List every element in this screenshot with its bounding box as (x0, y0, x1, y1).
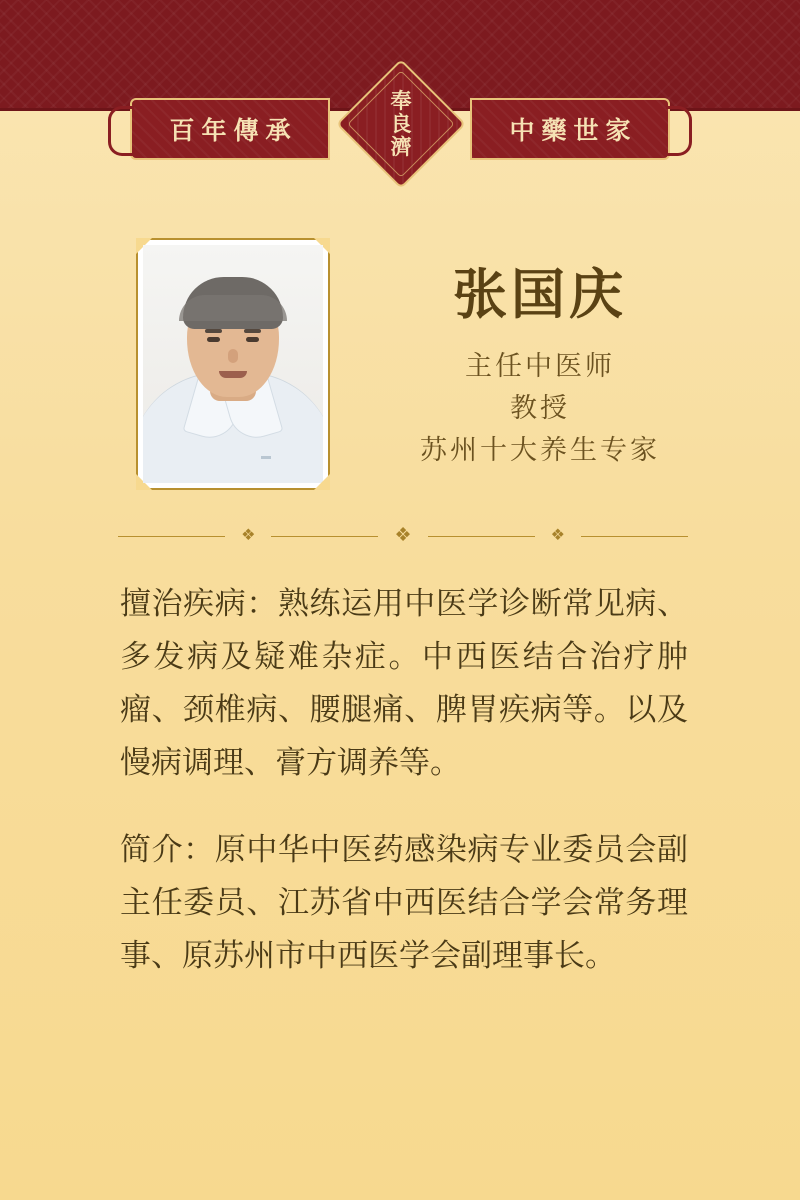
portrait-frame (136, 238, 330, 490)
photo-eye-left (207, 337, 220, 342)
photo-nose (228, 349, 238, 363)
ribbon-tail-right-icon (666, 100, 696, 162)
doctor-title-1: 教授 (510, 393, 570, 423)
photo-brow-left (205, 329, 222, 333)
divider-ornament-center-icon: ❖ (394, 525, 412, 546)
banner-right-text: 中藥世家 (509, 118, 638, 145)
divider-ornament-left-icon: ❖ (241, 527, 256, 544)
photo-brow-right (244, 329, 261, 333)
doctor-title-2: 苏州十大养生专家 (420, 435, 660, 465)
divider-line-mid-left (271, 536, 378, 537)
seal-char-1: 奉 (390, 88, 412, 113)
divider-line-right (581, 536, 688, 537)
banner-left-text: 百年傳承 (169, 118, 298, 145)
banner-left-ribbon (130, 98, 330, 160)
profile-body (120, 578, 688, 1017)
intro-paragraph: 简介：原中华中医药感染病专业委员会副主任委员、江苏省中西医结合学会常务理事、原苏州市中西医学会副理事长。 (120, 832, 688, 974)
ornamental-divider (118, 525, 688, 547)
divider-ornament-right-icon: ❖ (550, 527, 565, 544)
banner-right-ribbon (470, 98, 670, 160)
ribbon-tail-left-icon (104, 100, 134, 162)
divider-line-mid-right (428, 536, 535, 537)
divider-line-left (118, 536, 225, 537)
doctor-name: 张国庆 (453, 265, 627, 325)
seal-char-3: 濟 (390, 134, 412, 159)
photo-eye-right (246, 337, 259, 342)
doctor-title-0: 主任中医师 (465, 351, 615, 381)
photo-mouth (219, 371, 247, 378)
seal-char-2: 良 (390, 111, 412, 136)
doctor-photo (143, 245, 323, 483)
seal-text (355, 78, 447, 170)
doctor-titles (380, 345, 700, 471)
photo-shirt-pocket (261, 456, 271, 459)
specialty-paragraph: 擅治疾病：熟练运用中医学诊断常见病、多发病及疑难杂症。中西医结合治疗肿瘤、颈椎病、腰腿痛、脾胃疾病等。以及慢病调理、膏方调养等。 (120, 586, 688, 781)
